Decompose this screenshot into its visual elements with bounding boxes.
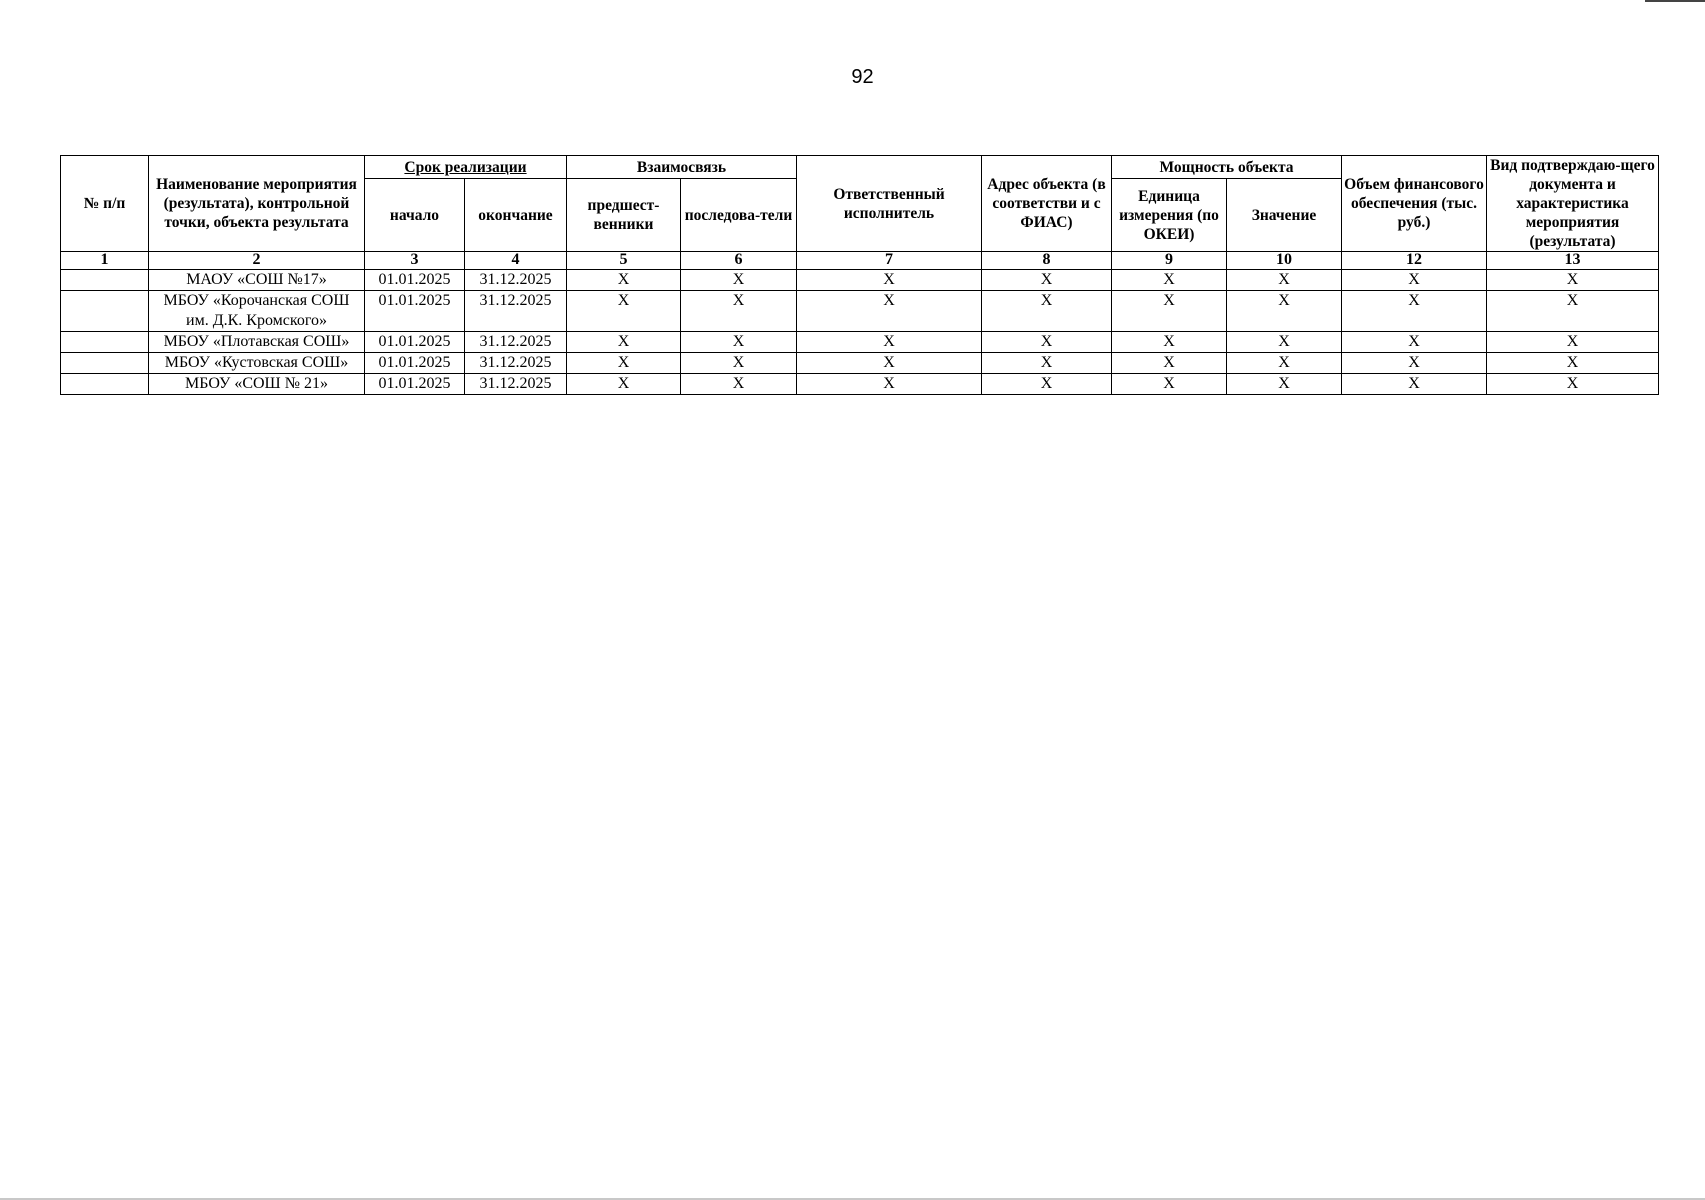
- column-number: 9: [1112, 252, 1227, 270]
- row-value: X: [1227, 291, 1342, 332]
- row-name: МБОУ «СОШ № 21»: [149, 374, 365, 395]
- row-start: 01.01.2025: [365, 270, 465, 291]
- row-unit: X: [1112, 270, 1227, 291]
- row-succ: X: [681, 353, 797, 374]
- table-row: [61, 353, 1659, 374]
- row-resp: X: [797, 332, 982, 353]
- row-fin: X: [1342, 353, 1487, 374]
- header-value: Значение: [1227, 179, 1342, 252]
- row-fin: X: [1342, 374, 1487, 395]
- row-value: X: [1227, 374, 1342, 395]
- column-number: 1: [61, 252, 149, 270]
- row-num: [61, 332, 149, 353]
- column-number: 4: [465, 252, 567, 270]
- row-unit: X: [1112, 332, 1227, 353]
- row-name: МБОУ «Корочанская СОШ им. Д.К. Кромского»: [149, 291, 365, 332]
- row-pred: X: [567, 332, 681, 353]
- header-successors: последова-тели: [681, 179, 797, 252]
- row-pred: X: [567, 270, 681, 291]
- header-unit: Единица измерения (по ОКЕИ): [1112, 179, 1227, 252]
- header-period-group: [365, 156, 567, 179]
- row-end: 31.12.2025: [465, 332, 567, 353]
- header-start: начало: [365, 179, 465, 252]
- column-number: 12: [1342, 252, 1487, 270]
- column-number: 7: [797, 252, 982, 270]
- row-end: 31.12.2025: [465, 291, 567, 332]
- row-addr: X: [982, 332, 1112, 353]
- header-financing: Объем финансового обеспечения (тыс. руб.): [1342, 156, 1487, 252]
- header-num: № п/п: [61, 156, 149, 252]
- row-num: [61, 291, 149, 332]
- row-name: МБОУ «Кустовская СОШ»: [149, 353, 365, 374]
- plan-table: [60, 155, 1659, 395]
- row-addr: X: [982, 270, 1112, 291]
- row-fin: X: [1342, 270, 1487, 291]
- column-number: 3: [365, 252, 465, 270]
- column-number: 8: [982, 252, 1112, 270]
- row-resp: X: [797, 353, 982, 374]
- row-name: МАОУ «СОШ №17»: [149, 270, 365, 291]
- row-doc: X: [1487, 374, 1659, 395]
- row-resp: X: [797, 291, 982, 332]
- header-link-group: Взаимосвязь: [567, 156, 797, 179]
- header-responsible: Ответственный исполнитель: [797, 156, 982, 252]
- row-pred: X: [567, 291, 681, 332]
- row-num: [61, 353, 149, 374]
- row-addr: X: [982, 374, 1112, 395]
- row-name: МБОУ «Плотавская СОШ»: [149, 332, 365, 353]
- row-fin: X: [1342, 291, 1487, 332]
- header-predecessors: предшест-венники: [567, 179, 681, 252]
- scan-edge-mark: [1645, 0, 1705, 2]
- row-succ: X: [681, 270, 797, 291]
- row-doc: X: [1487, 291, 1659, 332]
- row-pred: X: [567, 353, 681, 374]
- row-unit: X: [1112, 374, 1227, 395]
- row-num: [61, 374, 149, 395]
- row-value: X: [1227, 332, 1342, 353]
- row-succ: X: [681, 291, 797, 332]
- row-addr: X: [982, 353, 1112, 374]
- row-start: 01.01.2025: [365, 374, 465, 395]
- row-value: X: [1227, 270, 1342, 291]
- header-end: окончание: [465, 179, 567, 252]
- row-end: 31.12.2025: [465, 374, 567, 395]
- row-fin: X: [1342, 332, 1487, 353]
- row-doc: X: [1487, 332, 1659, 353]
- row-num: [61, 270, 149, 291]
- column-number: 2: [149, 252, 365, 270]
- column-number: 13: [1487, 252, 1659, 270]
- page-number: 92: [851, 66, 874, 88]
- header-name: Наименование мероприятия (результата), контрольной точки, объекта результата: [149, 156, 365, 252]
- row-end: 31.12.2025: [465, 353, 567, 374]
- row-pred: X: [567, 374, 681, 395]
- table-row: [61, 270, 1659, 291]
- header-address: Адрес объекта (в соответстви и с ФИАС): [982, 156, 1112, 252]
- header-power-group: Мощность объекта: [1112, 156, 1342, 179]
- column-number: 10: [1227, 252, 1342, 270]
- row-value: X: [1227, 353, 1342, 374]
- row-resp: X: [797, 374, 982, 395]
- row-resp: X: [797, 270, 982, 291]
- row-doc: X: [1487, 270, 1659, 291]
- row-start: 01.01.2025: [365, 291, 465, 332]
- row-start: 01.01.2025: [365, 332, 465, 353]
- row-doc: X: [1487, 353, 1659, 374]
- row-addr: X: [982, 291, 1112, 332]
- row-end: 31.12.2025: [465, 270, 567, 291]
- header-document: Вид подтверждаю-щего документа и характеристика мероприятия (результата): [1487, 156, 1659, 252]
- table-row: [61, 291, 1659, 332]
- row-start: 01.01.2025: [365, 353, 465, 374]
- header-period-label: Срок реализации: [404, 158, 527, 176]
- table-row: [61, 332, 1659, 353]
- row-unit: X: [1112, 291, 1227, 332]
- table-row: [61, 374, 1659, 395]
- column-number: 6: [681, 252, 797, 270]
- column-number: 5: [567, 252, 681, 270]
- row-unit: X: [1112, 353, 1227, 374]
- row-succ: X: [681, 332, 797, 353]
- row-succ: X: [681, 374, 797, 395]
